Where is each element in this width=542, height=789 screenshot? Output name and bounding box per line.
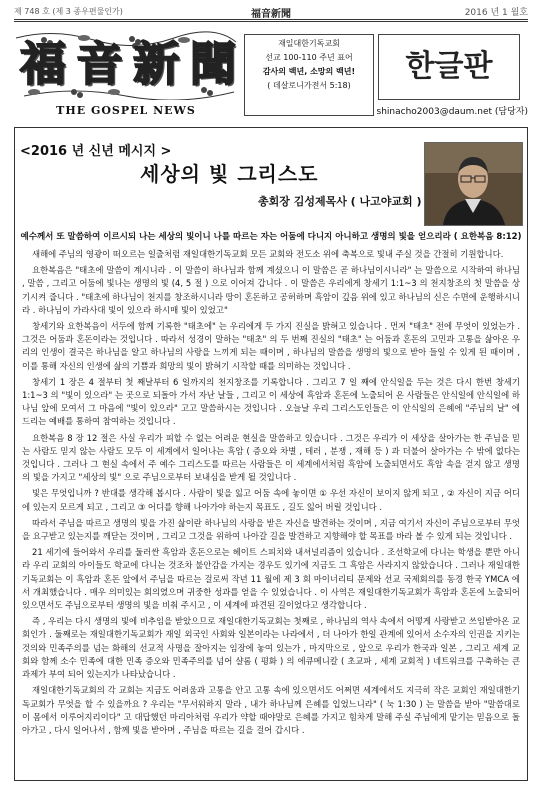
motto-box: [244, 34, 374, 116]
edition-label: 한글판: [378, 34, 520, 100]
article-author: 총회장 김성제목사 ( 나고야교회 ): [258, 195, 422, 208]
article-paragraph: 빛은 무엇입니까 ? 반대를 생각해 봅시다 . 사람이 빛을 잃고 어둠 속에 놓이면 ① 우선 자신이 보이지 않게 되고 , ② 자신이 지금 어디에 있는지 모르게 되고 , 그리고 ③ 어디를 향해 나아가야 하는지 목표도 , 길도 잃어 버릴 것입니다 .: [22, 488, 520, 512]
masthead-subtitle: THE GOSPEL NEWS: [56, 104, 196, 117]
issue-number: 제 748 호 (제 3 종우편물인가): [14, 7, 123, 16]
motto: 감사의 백년, 소망의 백년!: [262, 67, 356, 76]
mission-anniversary: 선교 100-110 주년 표어: [265, 53, 353, 62]
article-paragraph: 즉 , 우리는 다시 생명의 빛에 비추임을 받았으므로 재일대한기독교회는 첫째로 , 하나님의 역사 속에서 어떻게 사랑받고 쓰임받아온 교회인가 . 둘째로는 재일대한기독교회가 재일 외국인 사회와 일본이라는 나라에서 , 더 나아가 한일 관계에 있어서 소수자의 인권을 지키는 것의와 민족주의를 넘는 화해의 선교적 사명을 잘아지는 임장에 놓여 있는가 , 마지막으로 , 앞으로 우리가 한국과 일본 , 그리고 세계 교회와 함께 소수 민족에 대한 민족 증오와 민족주의를 넘어 샬롬 ( 평화 ) 의 에큐메니칼 ( 초교파 , 세계 교회적 ) 네트워크를 구축하는 큰 과제가 부여 되어 있는지가 나타났습니다 .: [22, 616, 520, 680]
article-paragraph: 21 세기에 들어와서 우리를 둘러싼 흑암과 혼돈으로는 헤이트 스피치와 내셔널리즘이 있습니다 . 조선학교에 다니는 학생을 뿐만 아니라 우리 교회의 아이들도 학교에 다니는 것조차 불안감을 가지는 경우도 있기에 지금도 그 흑암은 사라지지 않았습니다 . 그러나 재일대한기독교회는 이 흑암과 혼돈 앞에서 주님을 따르는 걸로써 작년 11 월에 제 3 회 마이너리티 문제와 선교 국제회의를 동경 한국 YMCA 에서 개최했습니다 . 매우 의미있는 회의였으며 귀중한 성과를 얻을 수 있었습니다 . 이 사역은 재일대한기독교회가 흑암과 혼돈에 노출되어 있으면서도 주님으로부터 생명의 빛을 비춰 주시고 , 이 세계에 파견된 길이었다고 생각합니다 .: [22, 547, 520, 611]
contact-email: shinacho2003@daum.net (담당자): [376, 107, 528, 117]
author-photo: [424, 142, 523, 226]
scripture-epigraph: 예수께서 또 말씀하여 이르시되 나는 세상의 빛이니 나를 따르는 자는 어둠에 다니지 아니하고 생명의 빛을 얻으리라 ( 요한복음 8:12): [20, 232, 522, 242]
article-paragraph: 따라서 주님을 따르고 생명의 빛을 가진 삶이란 하나님의 사랑을 받은 자신을 발견하는 것이며 , 지금 여기서 자신이 주님으로부터 무엇을 요구받고 있는지를 깨닫는 것이며 , 그리고 그것을 위하여 나아갈 길을 발견하고 지향해야 할 목표를 바라 볼 수 있게 되는 것입니다 .: [22, 517, 520, 542]
masthead-char: 聞: [189, 37, 236, 91]
church-name: 재일대한기독교회: [278, 39, 340, 48]
masthead-char: 新: [133, 37, 180, 91]
article-body: [22, 248, 520, 778]
masthead: [14, 30, 238, 124]
header-rule-double: [14, 21, 528, 22]
article-paragraph: 창세기 1 장은 4 절부터 첫 째날부터 6 일까지의 천지창조를 기록합니다 . 그리고 7 일 째에 안식일을 두는 것은 다시 한번 창세기 1:1~3 의 "빛이 있으라" 는 곳으로 되돌아 가서 자난 날들 , 그리고 이 세상에 흑암과 혼돈에 노출되어 온 사람들은 안식일에 안식일에 하나님 앞에 모여서 그 마음에 "빛이 있으라" 고고 말씀하시는 것입니다 . 오늘날 우리 그리스도인들은 이 안식일의 은혜에 "주님의 날" 에 드리는 예배를 통하여 참여하는 것입니다 .: [22, 376, 520, 427]
masthead-char: 音: [76, 37, 123, 91]
article-paragraph: 요한복음 8 장 12 절은 사실 우리가 피할 수 없는 어려운 현실을 말씀하고 있습니다 . 그것은 우리가 이 세상을 살아가는 한 주님을 믿는 사람도 믿지 않는 사람도 모두 이 세계에서 일어나는 흑암 ( 증오와 차별 , 테러 , 분쟁 , 재해 등 ) 과 더불어 살아가는 수 밖에 없다는 것입니다 . 그러나 그 현실 속에서 주 예수 그리스도를 따르는 사람들은 이 세계에서처럼 흑암에 노출되면서도 흑암 속을 걷지 않고 생명의 빛을 가지고 "세상의 빛" 으로 주님으로부터 보내심을 받게 될 것입니다 .: [22, 432, 520, 483]
article-paragraph: 새해에 주님의 영광이 떠오르는 일출처럼 재일대한기독교회 모든 교회와 전도소 위에 축복으로 빛내 주실 것을 간절히 기원합니다.: [32, 249, 504, 259]
article-headline: 세상의 빛 그리스도: [140, 162, 319, 186]
portrait-image: [425, 143, 522, 225]
motto-reference: ( 데살로니가전서 5:18): [267, 81, 351, 90]
article-paragraph: 요한복음은 "태초에 말씀이 계시니라 . 이 말씀이 하나님과 함께 계셨으니 이 말씀은 곧 하나님이시니라" 는 말씀으로 시작하여 하나님 , 말씀 , 그리고 어둠에 빛나는 생명의 빛 (4, 5 절 ) 으로 이어져 갑니다 . 이 말씀은 우리에게 창세기 1:1~3 의 천지창조의 첫 말씀을 상기시켜 줍니다 . "태초에 하나님이 천지를 창조하시니라 땅이 혼돈하고 공허하며 흑암이 깊음 위에 있고 하나님의 신은 수면에 운행하시니라 . 하나님이 가라사대 빛이 있으라 하시매 빛이 있었고": [22, 265, 520, 315]
masthead-title: [18, 34, 238, 98]
article-kicker: <2016 년 신년 메시지 >: [20, 144, 172, 159]
issue-date: 2016 년 1 월호: [464, 8, 528, 18]
article-paragraph: 창세기와 요한복음이 서두에 함께 기록한 "태초에" 는 우리에게 두 가지 진실을 밝혀고 있습니다 . 먼저 "태초" 전에 무엇이 있었는가 . 그것은 어둠과 혼돈이라는 것입니다 . 따라서 성경이 말하는 "태초" 의 두 번째 진실의 "태초" 는 어둠과 혼돈의 고민과 고통을 삶아온 우리의 인생이 결국은 하나님을 알고 하나님의 사랑을 느끼게 되는 때이며 , 하나님의 말씀을 생명의 빛으로 받아 들일 수 있게 된 때이며 , 이를 통해 자신의 인생에 삶의 기쁨과 희망의 빛이 밝혀기 시작할 때를 의미하는 것입니다 .: [22, 321, 520, 371]
masthead-char: 福: [20, 37, 66, 91]
article-paragraph: 재일대한기독교회의 각 교회는 지금도 어려움과 고통을 안고 고통 속에 있으면서도 어쩌면 세계에서도 지극히 작은 교회인 재일대한기독교회가 무엇을 할 수 있을까요 ? 우리는 "무서워하지 말라 , 내가 하나님께 은혜를 입었느니라" ( 눅 1:30 ) 는 말씀을 받아 "말씀대로 이 몸에서 이루어지리이다" 고 대답했던 마리아처럼 우리가 약할 때야말로 은혜를 가지고 힘차게 말해 주실 주님에게 맡기는 믿음으로 돌아가고 , 다시 일어나서 , 함께 빛을 받아며 , 주님을 따르는 길을 걸어 갑시다 .: [22, 685, 520, 735]
paper-name: 福音新聞: [251, 9, 291, 20]
page-header: [14, 4, 528, 18]
header-rule: [14, 19, 528, 20]
